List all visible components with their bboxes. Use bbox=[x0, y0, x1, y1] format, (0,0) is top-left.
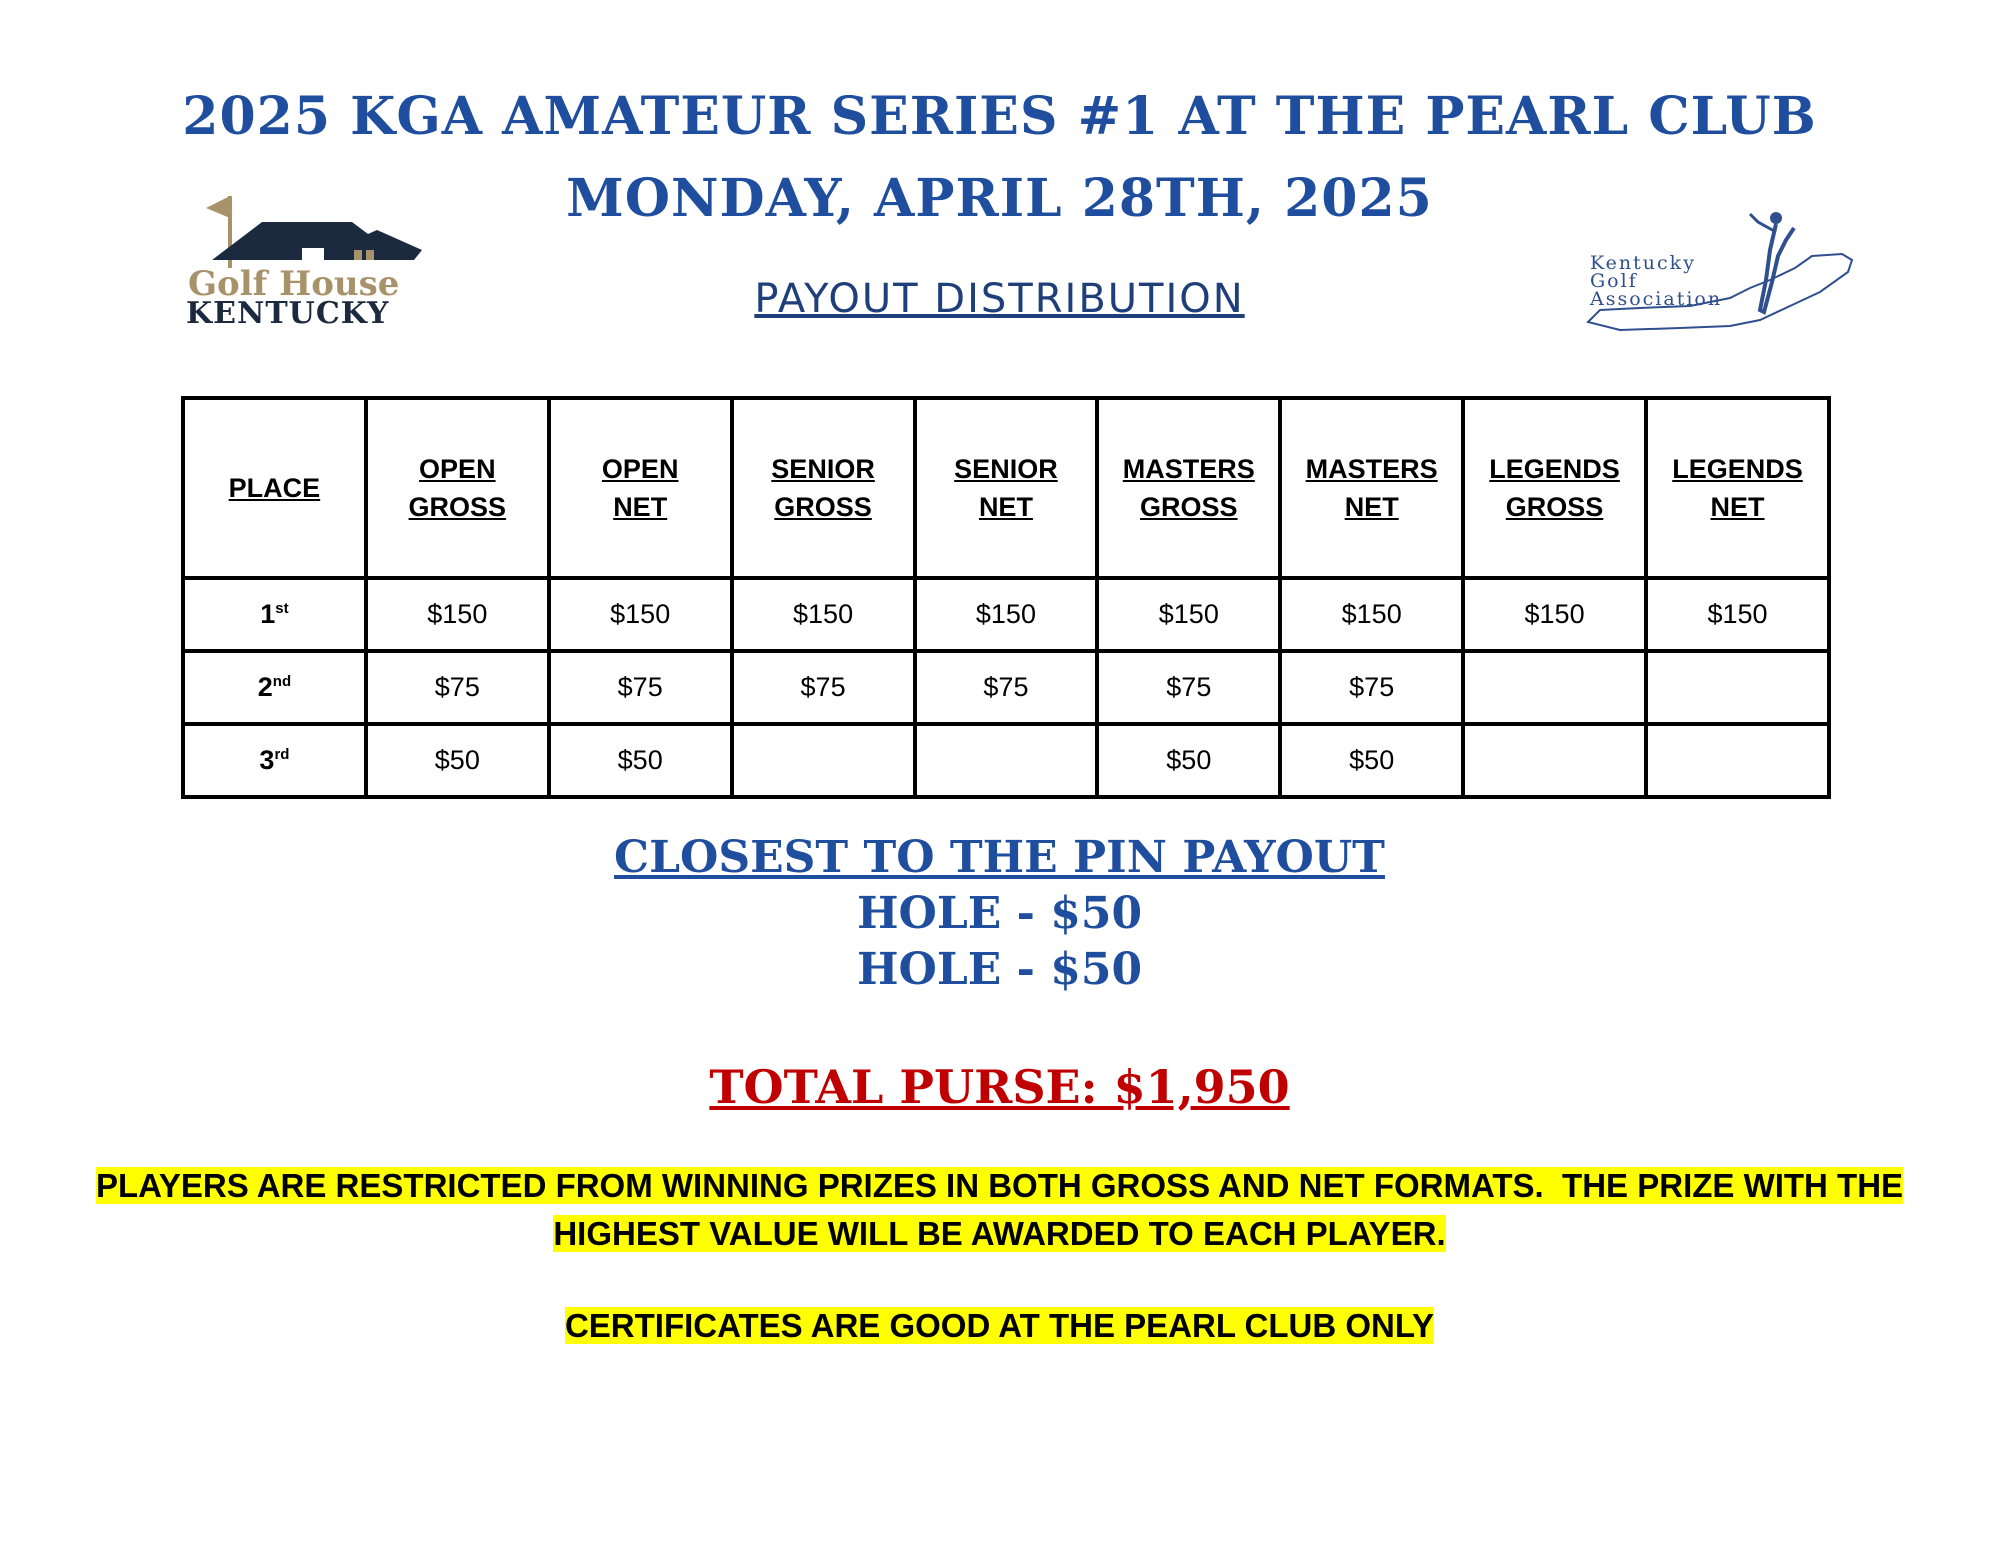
logo-kentucky-text: KENTUCKY bbox=[186, 296, 390, 331]
payout-cell: $150 bbox=[366, 578, 549, 651]
closest-to-pin-hole-1: HOLE - $50 bbox=[856, 888, 1143, 939]
payout-cell: $50 bbox=[366, 724, 549, 797]
payout-cell bbox=[1646, 724, 1829, 797]
table-row bbox=[183, 578, 1829, 651]
place-cell: 2nd bbox=[183, 651, 366, 724]
payout-cell: $50 bbox=[549, 724, 732, 797]
column-header-open-net: OPEN NET bbox=[549, 398, 732, 578]
payout-cell: $75 bbox=[1097, 651, 1280, 724]
payout-cell: $150 bbox=[1646, 578, 1829, 651]
kga-logo-line1: Kentucky bbox=[1590, 252, 1696, 274]
closest-to-pin-heading: CLOSEST TO THE PIN PAYOUT bbox=[614, 832, 1385, 883]
table-header-row bbox=[183, 398, 1829, 578]
kentucky-golf-association-logo bbox=[1580, 210, 1860, 335]
event-date: MONDAY, APRIL 28TH, 2025 bbox=[566, 168, 1433, 229]
payout-cell: $150 bbox=[1280, 578, 1463, 651]
restriction-notice-line1 bbox=[0, 1163, 1999, 1209]
column-header-open-gross: OPEN GROSS bbox=[366, 398, 549, 578]
place-cell: 1st bbox=[183, 578, 366, 651]
logo-golf-house-text: Golf House bbox=[188, 264, 400, 304]
column-header-masters-net: MASTERS NET bbox=[1280, 398, 1463, 578]
certificates-notice bbox=[0, 1303, 1999, 1349]
payout-cell bbox=[1463, 724, 1646, 797]
payout-cell: $150 bbox=[549, 578, 732, 651]
payout-cell: $75 bbox=[732, 651, 915, 724]
certificates-notice-text: CERTIFICATES ARE GOOD AT THE PEARL CLUB ONLY bbox=[564, 1307, 1435, 1344]
payout-cell: $150 bbox=[1463, 578, 1646, 651]
golf-house-icon bbox=[182, 192, 444, 272]
payout-distribution-heading: PAYOUT DISTRIBUTION bbox=[754, 276, 1245, 322]
column-header-senior-gross: SENIOR GROSS bbox=[732, 398, 915, 578]
payout-cell bbox=[732, 724, 915, 797]
payout-cell: $50 bbox=[1280, 724, 1463, 797]
payout-cell: $150 bbox=[915, 578, 1098, 651]
column-header-masters-gross: MASTERS GROSS bbox=[1097, 398, 1280, 578]
table-row bbox=[183, 651, 1829, 724]
restriction-notice-text1: PLAYERS ARE RESTRICTED FROM WINNING PRIZES IN BOTH GROSS AND NET FORMATS. THE PRIZE WITH THE bbox=[95, 1167, 1904, 1204]
column-header-legends-gross: LEGENDS GROSS bbox=[1463, 398, 1646, 578]
column-header-place: PLACE bbox=[183, 398, 366, 578]
payout-cell bbox=[1646, 651, 1829, 724]
payout-cell: $75 bbox=[549, 651, 732, 724]
restriction-notice-line2 bbox=[0, 1211, 1999, 1257]
column-header-legends-net: LEGENDS NET bbox=[1646, 398, 1829, 578]
event-title: 2025 KGA AMATEUR SERIES #1 AT THE PEARL CLUB bbox=[182, 86, 1817, 147]
total-purse: TOTAL PURSE: $1,950 bbox=[709, 1060, 1290, 1114]
payout-cell bbox=[1463, 651, 1646, 724]
kga-logo-line2: Golf bbox=[1590, 270, 1638, 292]
payout-cell: $75 bbox=[366, 651, 549, 724]
column-header-senior-net: SENIOR NET bbox=[915, 398, 1098, 578]
payout-cell bbox=[915, 724, 1098, 797]
payout-cell: $150 bbox=[732, 578, 915, 651]
payout-table bbox=[181, 396, 1831, 799]
place-cell: 3rd bbox=[183, 724, 366, 797]
kga-logo-line3: Association bbox=[1590, 288, 1723, 310]
payout-cell: $50 bbox=[1097, 724, 1280, 797]
payout-cell: $75 bbox=[1280, 651, 1463, 724]
table-row bbox=[183, 724, 1829, 797]
closest-to-pin-hole-2: HOLE - $50 bbox=[856, 944, 1143, 995]
payout-cell: $150 bbox=[1097, 578, 1280, 651]
payout-cell: $75 bbox=[915, 651, 1098, 724]
restriction-notice-text2: HIGHEST VALUE WILL BE AWARDED TO EACH PLAYER. bbox=[553, 1215, 1446, 1252]
